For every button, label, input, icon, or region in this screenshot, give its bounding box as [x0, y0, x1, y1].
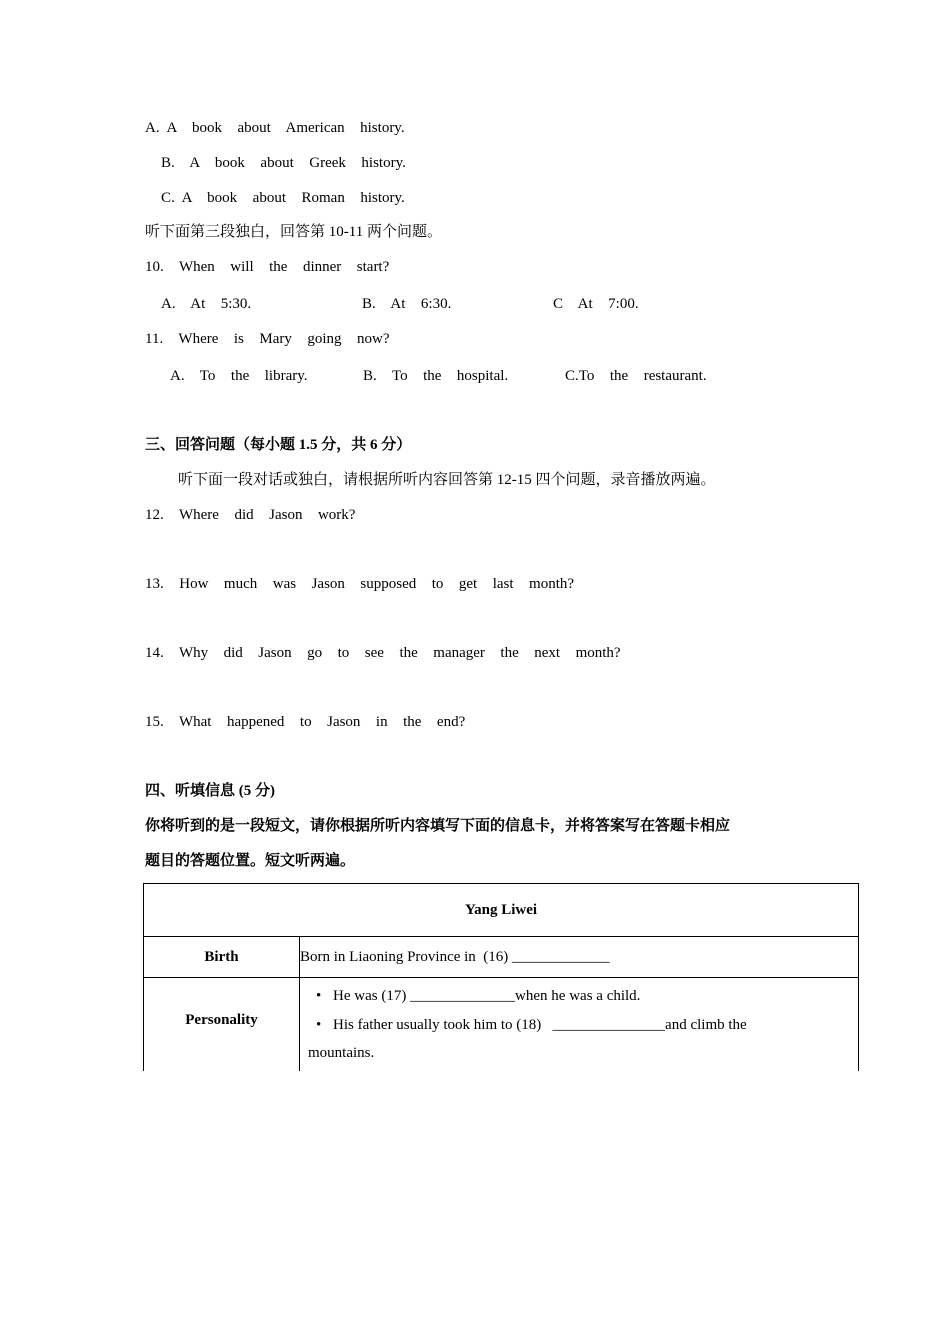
section3-instruction: 听下面一段对话或独白，请根据所听内容回答第 12-15 四个问题，录音播放两遍。 [178, 472, 716, 488]
q10-option-c: C At 7:00. [553, 296, 639, 312]
q10-question: 10. When will the dinner start? [145, 259, 390, 275]
info-card-table [143, 883, 859, 1099]
option-q9-a: A. A book about American history. [145, 120, 405, 136]
q11-option-a: A. To the library. [170, 368, 308, 384]
option-q9-b: B. A book about Greek history. [161, 155, 406, 171]
q11-option-c: C.To the restaurant. [565, 368, 707, 384]
q11-option-b: B. To the hospital. [363, 368, 509, 384]
q11-question: 11. Where is Mary going now? [145, 331, 390, 347]
info-card-title: Yang Liwei [144, 884, 859, 937]
page-cut-mask [140, 1071, 870, 1111]
q14-question: 14. Why did Jason go to see the manager the next month? [145, 645, 621, 661]
personality-bullet-2: His father usually took him to (18) _______________and climb the [333, 1017, 747, 1033]
personality-label: Personality [144, 978, 300, 1099]
bullet-icon: • [316, 988, 322, 1004]
q10-option-b: B. At 6:30. [362, 296, 452, 312]
q13-question: 13. How much was Jason supposed to get last month? [145, 576, 575, 592]
birth-text: Born in Liaoning Province in (16) _____________ [300, 948, 610, 965]
q12-question: 12. Where did Jason work? [145, 507, 356, 523]
section4-instruction-1: 你将听到的是一段短文，请你根据所听内容填写下面的信息卡，并将答案写在答题卡相应 [145, 818, 731, 834]
section3-heading: 三、回答问题（每小题 1.5 分，共 6 分） [145, 437, 412, 453]
q10-option-a: A. At 5:30. [161, 296, 252, 312]
birth-cell [300, 937, 859, 978]
section4-heading: 四、听填信息 (5 分) [145, 783, 275, 799]
personality-bullet-1: He was (17) ______________when he was a child. [333, 988, 641, 1004]
bullet-icon: • [316, 1017, 322, 1033]
part3-intro: 听下面第三段独白，回答第 10-11 两个问题。 [145, 224, 442, 240]
q15-question: 15. What happened to Jason in the end? [145, 714, 466, 730]
option-q9-c: C. A book about Roman history. [161, 190, 405, 206]
personality-bullet-2-continued: mountains. [308, 1045, 375, 1061]
section4-instruction-2: 题目的答题位置。短文听两遍。 [145, 853, 356, 869]
birth-label: Birth [144, 937, 300, 978]
